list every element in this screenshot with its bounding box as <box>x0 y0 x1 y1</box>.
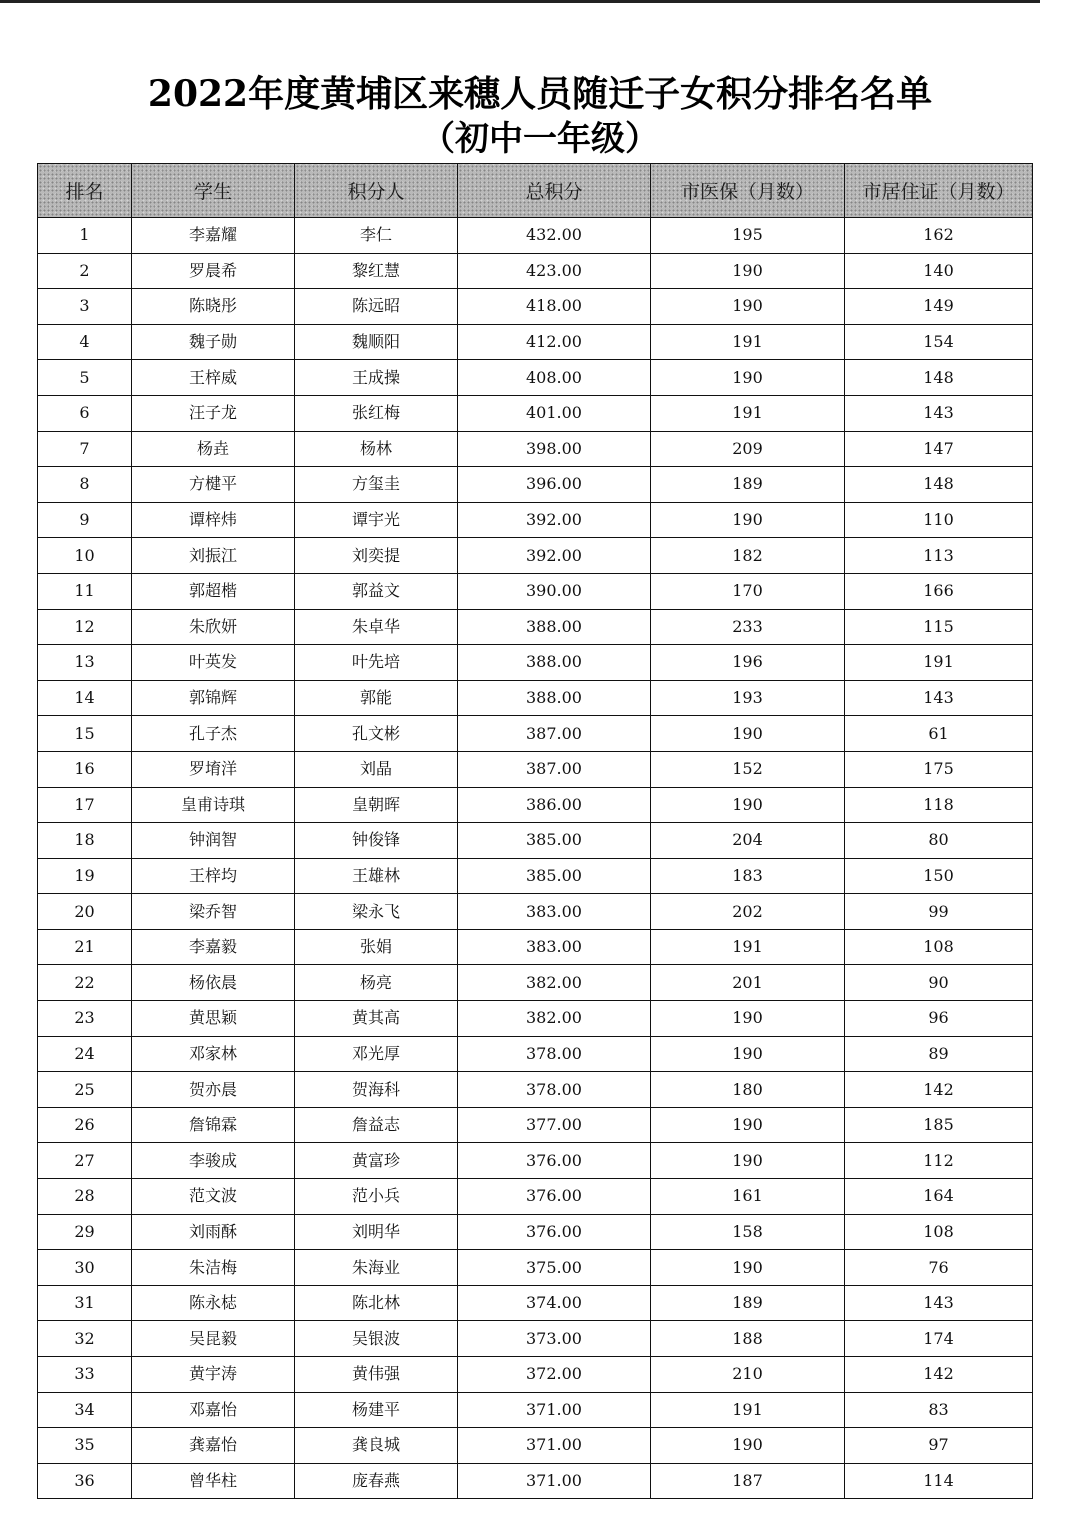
total-score-cell: 373.00 <box>458 1321 651 1357</box>
medical-insurance-cell: 183 <box>651 858 845 894</box>
medical-insurance-cell: 189 <box>651 467 845 503</box>
rank-cell: 12 <box>38 609 132 645</box>
residence-permit-cell: 114 <box>845 1463 1033 1499</box>
total-score-cell: 383.00 <box>458 929 651 965</box>
medical-insurance-cell: 190 <box>651 1143 845 1179</box>
applicant-cell: 陈北林 <box>295 1285 458 1321</box>
applicant-cell: 郭能 <box>295 680 458 716</box>
total-score-cell: 387.00 <box>458 716 651 752</box>
student-cell: 王梓威 <box>132 360 295 396</box>
residence-permit-cell: 185 <box>845 1107 1033 1143</box>
student-cell: 叶英发 <box>132 645 295 681</box>
applicant-cell: 梁永飞 <box>295 894 458 930</box>
applicant-cell: 詹益志 <box>295 1107 458 1143</box>
total-score-cell: 388.00 <box>458 680 651 716</box>
header-residence-permit-months: 市居住证（月数） <box>845 164 1033 218</box>
rank-cell: 19 <box>38 858 132 894</box>
rank-cell: 1 <box>38 218 132 254</box>
table-row <box>38 253 1033 289</box>
total-score-cell: 382.00 <box>458 965 651 1001</box>
student-cell: 黄宇涛 <box>132 1357 295 1393</box>
student-cell: 黄思颖 <box>132 1001 295 1037</box>
medical-insurance-cell: 196 <box>651 645 845 681</box>
residence-permit-cell: 90 <box>845 965 1033 1001</box>
total-score-cell: 377.00 <box>458 1107 651 1143</box>
applicant-cell: 黄其高 <box>295 1001 458 1037</box>
residence-permit-cell: 110 <box>845 502 1033 538</box>
total-score-cell: 376.00 <box>458 1143 651 1179</box>
student-cell: 皇甫诗琪 <box>132 787 295 823</box>
medical-insurance-cell: 180 <box>651 1072 845 1108</box>
total-score-cell: 412.00 <box>458 324 651 360</box>
residence-permit-cell: 147 <box>845 431 1033 467</box>
table-row <box>38 823 1033 859</box>
table-row <box>38 1392 1033 1428</box>
student-cell: 曾华柱 <box>132 1463 295 1499</box>
table-row <box>38 467 1033 503</box>
student-cell: 朱欣妍 <box>132 609 295 645</box>
table-row <box>38 431 1033 467</box>
rank-cell: 5 <box>38 360 132 396</box>
residence-permit-cell: 162 <box>845 218 1033 254</box>
total-score-cell: 432.00 <box>458 218 651 254</box>
medical-insurance-cell: 191 <box>651 1392 845 1428</box>
applicant-cell: 朱卓华 <box>295 609 458 645</box>
student-cell: 邓嘉怡 <box>132 1392 295 1428</box>
table-row <box>38 538 1033 574</box>
student-cell: 钟润智 <box>132 823 295 859</box>
student-cell: 谭梓炜 <box>132 502 295 538</box>
rank-cell: 2 <box>38 253 132 289</box>
document-title: 2022年度黄埔区来穗人员随迁子女积分排名名单 <box>147 73 933 115</box>
table-row <box>38 1214 1033 1250</box>
residence-permit-cell: 108 <box>845 929 1033 965</box>
residence-permit-cell: 89 <box>845 1036 1033 1072</box>
applicant-cell: 杨亮 <box>295 965 458 1001</box>
rank-cell: 7 <box>38 431 132 467</box>
rank-cell: 24 <box>38 1036 132 1072</box>
total-score-cell: 371.00 <box>458 1463 651 1499</box>
medical-insurance-cell: 233 <box>651 609 845 645</box>
table-row <box>38 1321 1033 1357</box>
total-score-cell: 385.00 <box>458 823 651 859</box>
total-score-cell: 382.00 <box>458 1001 651 1037</box>
total-score-cell: 378.00 <box>458 1036 651 1072</box>
rank-cell: 34 <box>38 1392 132 1428</box>
student-cell: 刘雨酥 <box>132 1214 295 1250</box>
medical-insurance-cell: 190 <box>651 1250 845 1286</box>
total-score-cell: 392.00 <box>458 538 651 574</box>
residence-permit-cell: 166 <box>845 573 1033 609</box>
rank-cell: 29 <box>38 1214 132 1250</box>
residence-permit-cell: 96 <box>845 1001 1033 1037</box>
table-row <box>38 1463 1033 1499</box>
residence-permit-cell: 61 <box>845 716 1033 752</box>
medical-insurance-cell: 191 <box>651 929 845 965</box>
rank-cell: 4 <box>38 324 132 360</box>
table-row <box>38 609 1033 645</box>
medical-insurance-cell: 188 <box>651 1321 845 1357</box>
table-row <box>38 858 1033 894</box>
medical-insurance-cell: 191 <box>651 395 845 431</box>
residence-permit-cell: 143 <box>845 680 1033 716</box>
residence-permit-cell: 142 <box>845 1072 1033 1108</box>
applicant-cell: 范小兵 <box>295 1179 458 1215</box>
total-score-cell: 372.00 <box>458 1357 651 1393</box>
applicant-cell: 魏顺阳 <box>295 324 458 360</box>
residence-permit-cell: 108 <box>845 1214 1033 1250</box>
medical-insurance-cell: 189 <box>651 1285 845 1321</box>
residence-permit-cell: 154 <box>845 324 1033 360</box>
header-student: 学生 <box>132 164 295 218</box>
total-score-cell: 386.00 <box>458 787 651 823</box>
total-score-cell: 376.00 <box>458 1179 651 1215</box>
applicant-cell: 方玺圭 <box>295 467 458 503</box>
rank-cell: 16 <box>38 751 132 787</box>
applicant-cell: 庞春燕 <box>295 1463 458 1499</box>
rank-cell: 26 <box>38 1107 132 1143</box>
applicant-cell: 刘晶 <box>295 751 458 787</box>
table-row <box>38 894 1033 930</box>
total-score-cell: 383.00 <box>458 894 651 930</box>
applicant-cell: 杨建平 <box>295 1392 458 1428</box>
applicant-cell: 黄伟强 <box>295 1357 458 1393</box>
table-row <box>38 751 1033 787</box>
rank-cell: 23 <box>38 1001 132 1037</box>
student-cell: 罗晨希 <box>132 253 295 289</box>
applicant-cell: 杨林 <box>295 431 458 467</box>
medical-insurance-cell: 190 <box>651 360 845 396</box>
rank-cell: 10 <box>38 538 132 574</box>
applicant-cell: 邓光厚 <box>295 1036 458 1072</box>
total-score-cell: 396.00 <box>458 467 651 503</box>
residence-permit-cell: 76 <box>845 1250 1033 1286</box>
rank-cell: 11 <box>38 573 132 609</box>
rank-cell: 25 <box>38 1072 132 1108</box>
table-row <box>38 1285 1033 1321</box>
table-row <box>38 573 1033 609</box>
medical-insurance-cell: 193 <box>651 680 845 716</box>
total-score-cell: 385.00 <box>458 858 651 894</box>
residence-permit-cell: 112 <box>845 1143 1033 1179</box>
medical-insurance-cell: 190 <box>651 1107 845 1143</box>
table-row <box>38 965 1033 1001</box>
table-row <box>38 1036 1033 1072</box>
applicant-cell: 张红梅 <box>295 395 458 431</box>
medical-insurance-cell: 210 <box>651 1357 845 1393</box>
table-row <box>38 1250 1033 1286</box>
medical-insurance-cell: 161 <box>651 1179 845 1215</box>
residence-permit-cell: 143 <box>845 1285 1033 1321</box>
table-row <box>38 645 1033 681</box>
student-cell: 詹锦霖 <box>132 1107 295 1143</box>
residence-permit-cell: 142 <box>845 1357 1033 1393</box>
header-row <box>38 164 1033 218</box>
total-score-cell: 388.00 <box>458 645 651 681</box>
header-rank: 排名 <box>38 164 132 218</box>
total-score-cell: 423.00 <box>458 253 651 289</box>
rank-cell: 31 <box>38 1285 132 1321</box>
total-score-cell: 387.00 <box>458 751 651 787</box>
applicant-cell: 黄富珍 <box>295 1143 458 1179</box>
table-body <box>38 218 1033 1499</box>
total-score-cell: 374.00 <box>458 1285 651 1321</box>
residence-permit-cell: 150 <box>845 858 1033 894</box>
rank-cell: 8 <box>38 467 132 503</box>
student-cell: 陈晓彤 <box>132 289 295 325</box>
residence-permit-cell: 148 <box>845 467 1033 503</box>
residence-permit-cell: 83 <box>845 1392 1033 1428</box>
rank-cell: 28 <box>38 1179 132 1215</box>
medical-insurance-cell: 190 <box>651 1428 845 1464</box>
table-row <box>38 395 1033 431</box>
medical-insurance-cell: 190 <box>651 502 845 538</box>
applicant-cell: 李仁 <box>295 218 458 254</box>
rank-cell: 30 <box>38 1250 132 1286</box>
applicant-cell: 皇朝晖 <box>295 787 458 823</box>
applicant-cell: 吴银波 <box>295 1321 458 1357</box>
residence-permit-cell: 149 <box>845 289 1033 325</box>
applicant-cell: 刘奕提 <box>295 538 458 574</box>
total-score-cell: 371.00 <box>458 1392 651 1428</box>
applicant-cell: 郭益文 <box>295 573 458 609</box>
table-row <box>38 929 1033 965</box>
total-score-cell: 378.00 <box>458 1072 651 1108</box>
student-cell: 贺亦晨 <box>132 1072 295 1108</box>
medical-insurance-cell: 195 <box>651 218 845 254</box>
applicant-cell: 龚良城 <box>295 1428 458 1464</box>
total-score-cell: 376.00 <box>458 1214 651 1250</box>
medical-insurance-cell: 152 <box>651 751 845 787</box>
table-row <box>38 1072 1033 1108</box>
residence-permit-cell: 140 <box>845 253 1033 289</box>
student-cell: 吴昆毅 <box>132 1321 295 1357</box>
medical-insurance-cell: 190 <box>651 787 845 823</box>
student-cell: 魏子勋 <box>132 324 295 360</box>
total-score-cell: 388.00 <box>458 609 651 645</box>
student-cell: 罗堉洋 <box>132 751 295 787</box>
table-row <box>38 218 1033 254</box>
applicant-cell: 谭宇光 <box>295 502 458 538</box>
medical-insurance-cell: 190 <box>651 289 845 325</box>
student-cell: 邓家林 <box>132 1036 295 1072</box>
student-cell: 杨依晨 <box>132 965 295 1001</box>
medical-insurance-cell: 204 <box>651 823 845 859</box>
student-cell: 郭锦辉 <box>132 680 295 716</box>
applicant-cell: 贺海科 <box>295 1072 458 1108</box>
residence-permit-cell: 143 <box>845 395 1033 431</box>
student-cell: 杨垚 <box>132 431 295 467</box>
medical-insurance-cell: 202 <box>651 894 845 930</box>
medical-insurance-cell: 187 <box>651 1463 845 1499</box>
total-score-cell: 371.00 <box>458 1428 651 1464</box>
document-subtitle: （初中一年级） <box>421 119 659 159</box>
table-row <box>38 324 1033 360</box>
header-applicant: 积分人 <box>295 164 458 218</box>
rank-cell: 15 <box>38 716 132 752</box>
residence-permit-cell: 115 <box>845 609 1033 645</box>
medical-insurance-cell: 191 <box>651 324 845 360</box>
table-row <box>38 360 1033 396</box>
table-row <box>38 680 1033 716</box>
medical-insurance-cell: 190 <box>651 253 845 289</box>
residence-permit-cell: 148 <box>845 360 1033 396</box>
student-cell: 孔子杰 <box>132 716 295 752</box>
rank-cell: 22 <box>38 965 132 1001</box>
rank-cell: 35 <box>38 1428 132 1464</box>
rank-cell: 18 <box>38 823 132 859</box>
student-cell: 梁乔智 <box>132 894 295 930</box>
rank-cell: 3 <box>38 289 132 325</box>
applicant-cell: 王成操 <box>295 360 458 396</box>
residence-permit-cell: 164 <box>845 1179 1033 1215</box>
applicant-cell: 叶先培 <box>295 645 458 681</box>
table-row <box>38 1143 1033 1179</box>
rank-cell: 17 <box>38 787 132 823</box>
residence-permit-cell: 191 <box>845 645 1033 681</box>
applicant-cell: 黎红慧 <box>295 253 458 289</box>
rank-cell: 32 <box>38 1321 132 1357</box>
rank-cell: 6 <box>38 395 132 431</box>
medical-insurance-cell: 170 <box>651 573 845 609</box>
medical-insurance-cell: 190 <box>651 1036 845 1072</box>
table-row <box>38 289 1033 325</box>
rank-cell: 9 <box>38 502 132 538</box>
residence-permit-cell: 80 <box>845 823 1033 859</box>
applicant-cell: 陈远昭 <box>295 289 458 325</box>
table-row <box>38 1107 1033 1143</box>
student-cell: 郭超楷 <box>132 573 295 609</box>
total-score-cell: 418.00 <box>458 289 651 325</box>
rank-cell: 33 <box>38 1357 132 1393</box>
table-row <box>38 1001 1033 1037</box>
applicant-cell: 王雄林 <box>295 858 458 894</box>
student-cell: 朱洁梅 <box>132 1250 295 1286</box>
rank-cell: 21 <box>38 929 132 965</box>
header-medical-insurance-months: 市医保（月数） <box>651 164 845 218</box>
medical-insurance-cell: 190 <box>651 716 845 752</box>
medical-insurance-cell: 201 <box>651 965 845 1001</box>
medical-insurance-cell: 190 <box>651 1001 845 1037</box>
top-border-line <box>0 0 1040 3</box>
total-score-cell: 408.00 <box>458 360 651 396</box>
medical-insurance-cell: 182 <box>651 538 845 574</box>
student-cell: 李嘉耀 <box>132 218 295 254</box>
student-cell: 汪子龙 <box>132 395 295 431</box>
total-score-cell: 398.00 <box>458 431 651 467</box>
residence-permit-cell: 113 <box>845 538 1033 574</box>
applicant-cell: 刘明华 <box>295 1214 458 1250</box>
total-score-cell: 375.00 <box>458 1250 651 1286</box>
table-row <box>38 1357 1033 1393</box>
applicant-cell: 孔文彬 <box>295 716 458 752</box>
table-row <box>38 1428 1033 1464</box>
residence-permit-cell: 118 <box>845 787 1033 823</box>
header-total-score: 总积分 <box>458 164 651 218</box>
table-row <box>38 1179 1033 1215</box>
residence-permit-cell: 97 <box>845 1428 1033 1464</box>
ranking-table <box>37 163 1033 1499</box>
rank-cell: 13 <box>38 645 132 681</box>
rank-cell: 36 <box>38 1463 132 1499</box>
rank-cell: 27 <box>38 1143 132 1179</box>
residence-permit-cell: 174 <box>845 1321 1033 1357</box>
applicant-cell: 张娟 <box>295 929 458 965</box>
total-score-cell: 401.00 <box>458 395 651 431</box>
table-row <box>38 716 1033 752</box>
table-header <box>38 164 1033 218</box>
student-cell: 陈永梽 <box>132 1285 295 1321</box>
student-cell: 王梓均 <box>132 858 295 894</box>
table-row <box>38 502 1033 538</box>
residence-permit-cell: 99 <box>845 894 1033 930</box>
applicant-cell: 钟俊锋 <box>295 823 458 859</box>
total-score-cell: 392.00 <box>458 502 651 538</box>
table-row <box>38 787 1033 823</box>
student-cell: 李嘉毅 <box>132 929 295 965</box>
student-cell: 范文波 <box>132 1179 295 1215</box>
rank-cell: 20 <box>38 894 132 930</box>
residence-permit-cell: 175 <box>845 751 1033 787</box>
student-cell: 龚嘉怡 <box>132 1428 295 1464</box>
rank-cell: 14 <box>38 680 132 716</box>
student-cell: 方楗平 <box>132 467 295 503</box>
student-cell: 刘振江 <box>132 538 295 574</box>
total-score-cell: 390.00 <box>458 573 651 609</box>
medical-insurance-cell: 158 <box>651 1214 845 1250</box>
applicant-cell: 朱海业 <box>295 1250 458 1286</box>
medical-insurance-cell: 209 <box>651 431 845 467</box>
student-cell: 李骏成 <box>132 1143 295 1179</box>
